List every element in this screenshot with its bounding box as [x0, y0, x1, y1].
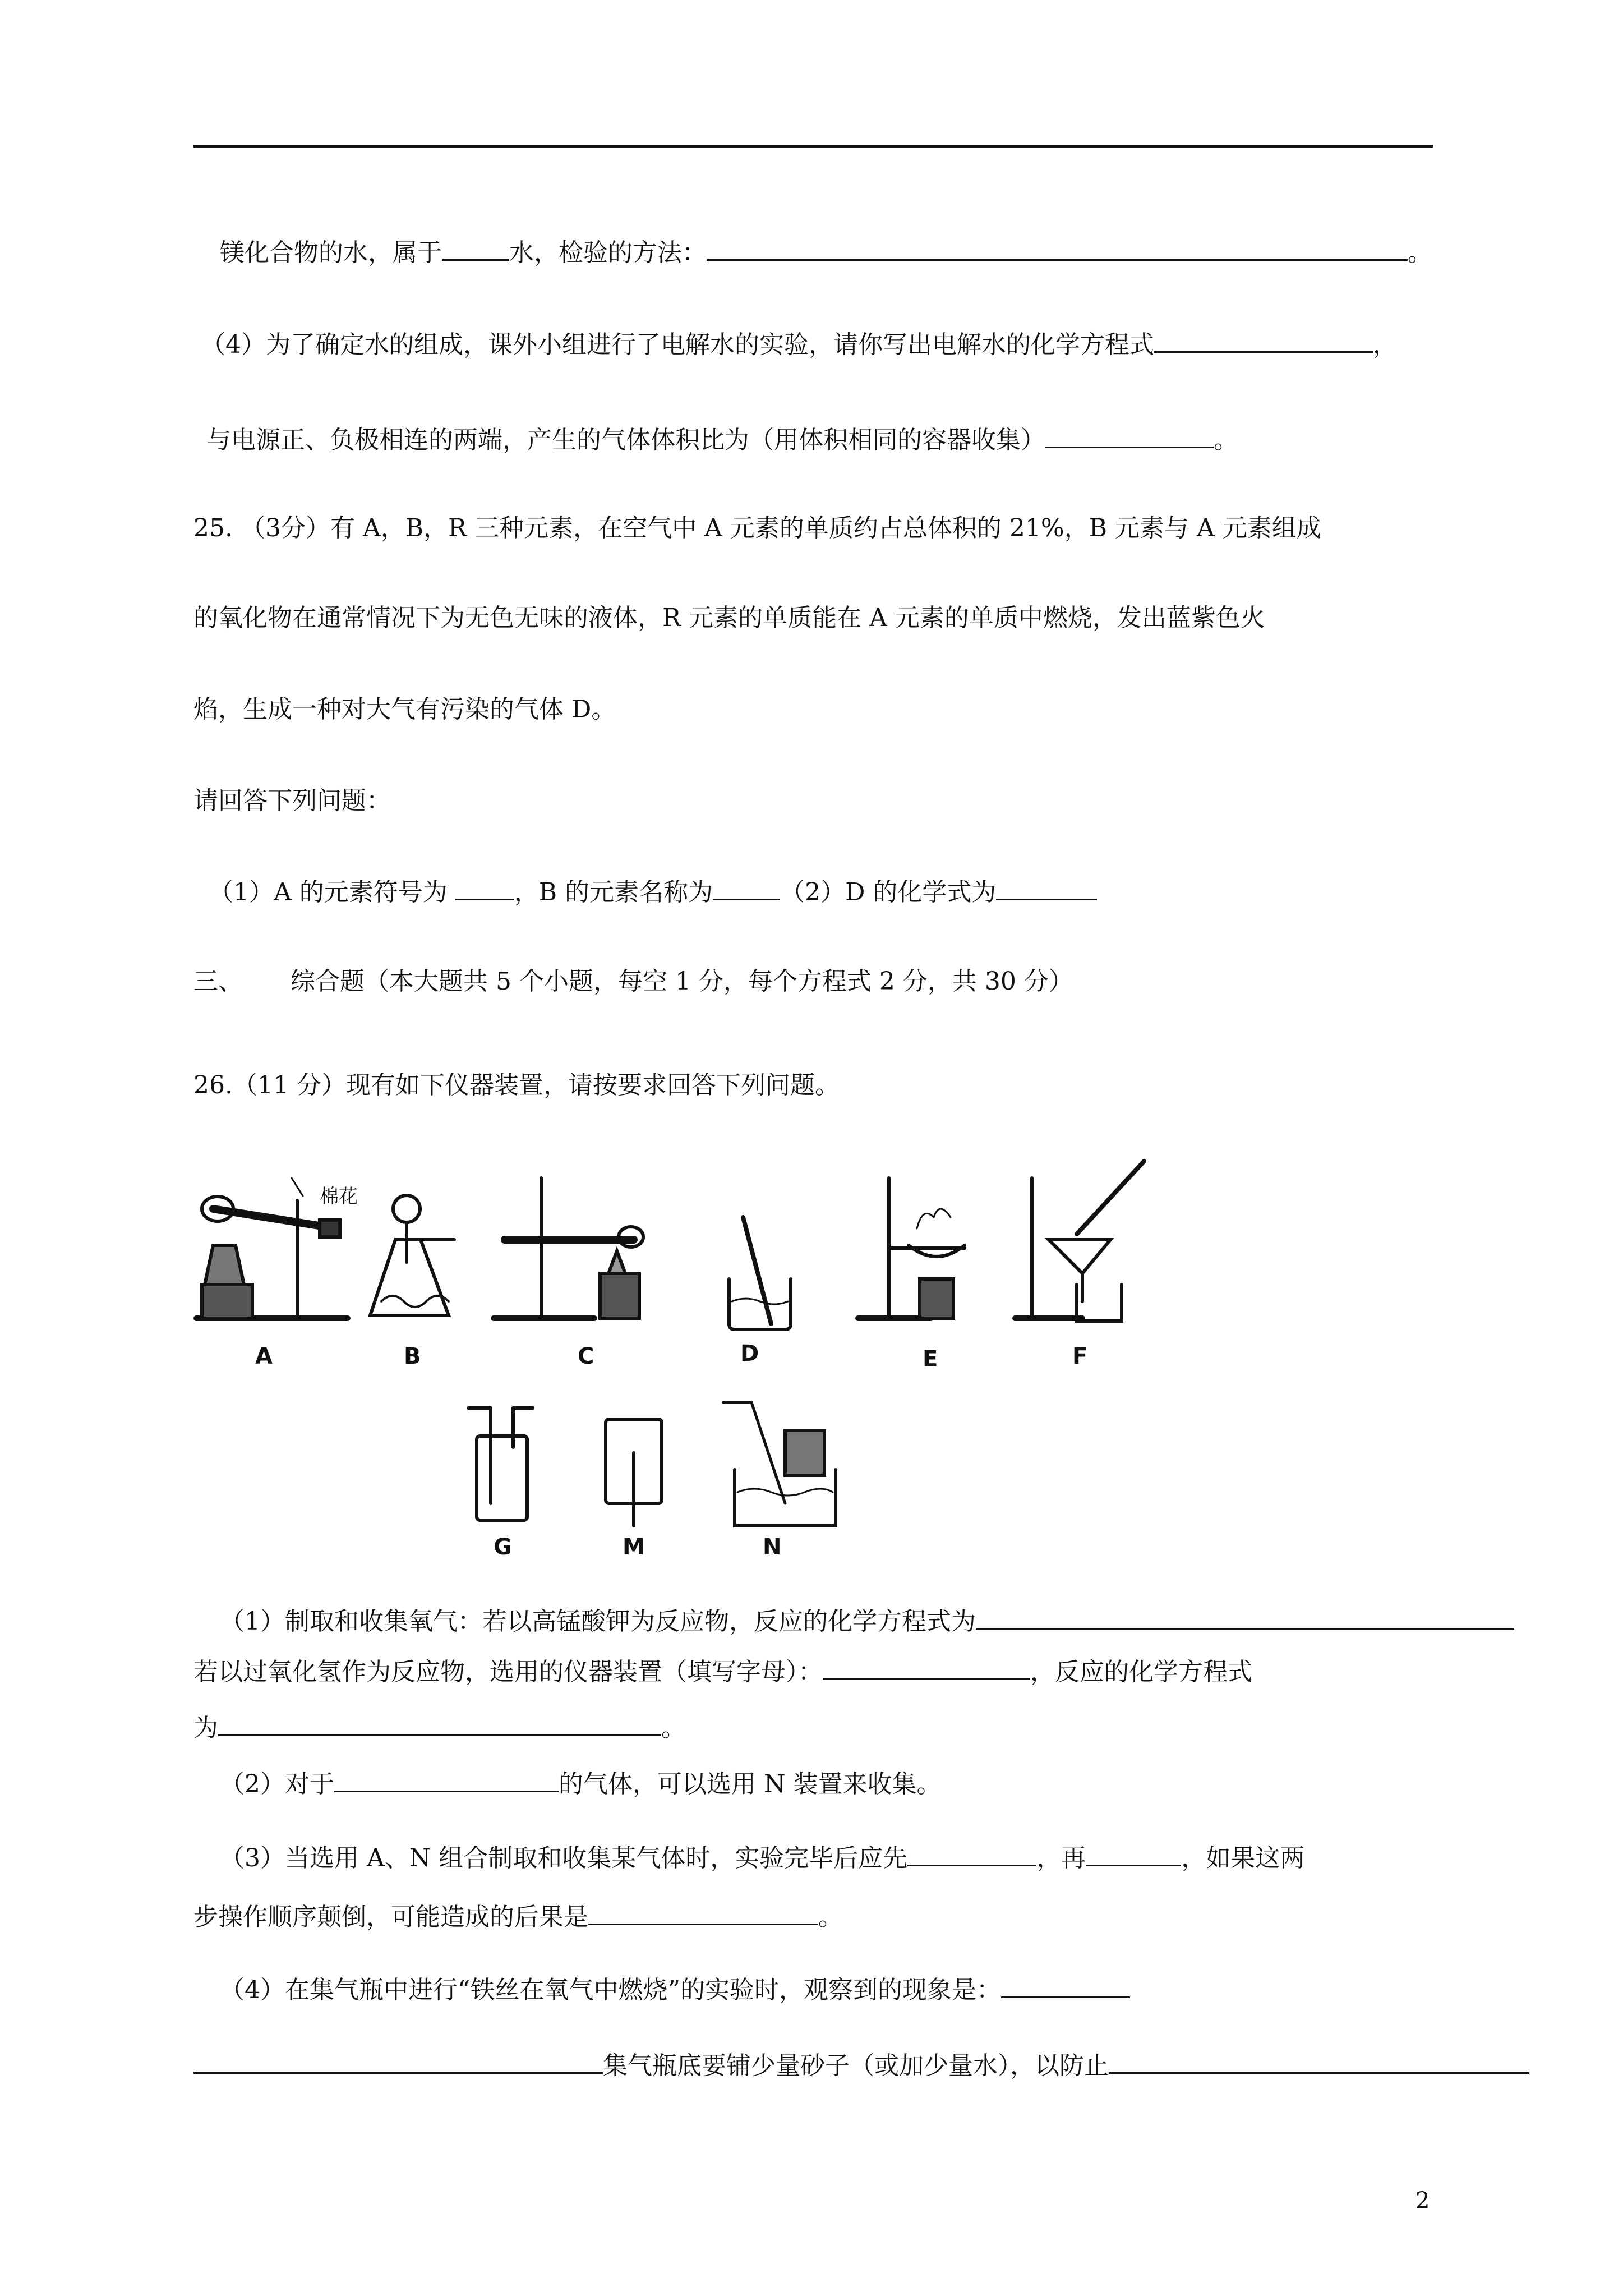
text: ， — [1373, 330, 1398, 359]
label-n: N — [763, 1534, 782, 1560]
answer-blank-kmno4-equation[interactable] — [976, 1603, 1514, 1630]
text: 的气体，可以选用 N 装置来收集。 — [559, 1770, 942, 1798]
part-4-line-1 — [220, 1972, 1130, 2007]
apparatus-d-icon — [729, 1217, 791, 1329]
text: 。 — [818, 1903, 843, 1931]
text: 集气瓶底要铺少量砂子（或加少量水），以防止 — [603, 2051, 1109, 2080]
text: ，如果这两 — [1181, 1844, 1305, 1872]
part-3-line-2 — [193, 1899, 843, 1934]
text: （2）对于 — [220, 1770, 334, 1798]
section-title: 综合题（本大题共 5 个小题，每空 1 分，每个方程式 2 分，共 30 分） — [291, 967, 1073, 996]
part-2-line — [220, 1766, 941, 1801]
text: ，再 — [1036, 1844, 1086, 1872]
part-4-line-2 — [193, 2047, 1529, 2083]
text: ，B 的元素名称为 — [514, 878, 713, 907]
label-e: E — [923, 1346, 938, 1372]
apparatus-g-icon — [468, 1408, 533, 1520]
part-1-line-1 — [220, 1603, 1514, 1639]
cotton-label: 棉花 — [320, 1185, 358, 1208]
text: 与电源正、负极相连的两端，产生的气体体积比为（用体积相同的容器收集） — [206, 426, 1045, 454]
text: 水，检验的方法： — [509, 238, 707, 267]
answer-blank-b-name[interactable] — [713, 874, 780, 900]
part-3-line-1 — [220, 1840, 1304, 1875]
label-a: A — [255, 1343, 273, 1369]
answer-blank-test-method[interactable] — [707, 234, 1408, 261]
apparatus-figure — [191, 1156, 1155, 1582]
text: （1）制取和收集氧气：若以高锰酸钾为反应物，反应的化学方程式为 — [220, 1607, 976, 1636]
text: 。 — [661, 1714, 686, 1742]
answer-blank-d-formula[interactable] — [996, 874, 1097, 900]
text: （4）为了确定水的组成，课外小组进行了电解水的实验，请你写出电解水的化学方程式 — [201, 330, 1154, 359]
answer-blank-phenomenon[interactable] — [1001, 1972, 1130, 1998]
part-1-line-3 — [193, 1710, 686, 1745]
apparatus-m-icon — [606, 1419, 662, 1526]
answer-blank-apparatus-letters[interactable] — [823, 1654, 1030, 1680]
answer-blank-second-step[interactable] — [1086, 1840, 1181, 1866]
answer-blank-prevent[interactable] — [1109, 2047, 1529, 2074]
label-b: B — [404, 1343, 421, 1369]
label-g: G — [494, 1534, 512, 1560]
label-f: F — [1072, 1343, 1088, 1369]
answer-blank-electrolysis-equation[interactable] — [1154, 326, 1373, 353]
answer-blank-gas-property[interactable] — [334, 1766, 559, 1792]
text: 。 — [1408, 238, 1432, 267]
apparatus-f-icon — [1015, 1161, 1144, 1321]
text: 步操作顺序颠倒，可能造成的后果是 — [193, 1903, 588, 1931]
header-rule — [193, 145, 1433, 148]
question-25-line-3: 焰，生成一种对大气有污染的气体 D。 — [193, 695, 616, 724]
text-line-electrolysis — [201, 326, 1398, 362]
answer-blank-water-type[interactable] — [442, 234, 509, 261]
text: 若以过氧化氢作为反应物，选用的仪器装置（填写字母）： — [193, 1658, 823, 1686]
text: 镁化合物的水，属于 — [220, 238, 442, 267]
question-25-prompt: 请回答下列问题： — [193, 786, 391, 815]
answer-blank-first-step[interactable] — [907, 1840, 1036, 1866]
answer-blank-phenomenon-cont[interactable] — [193, 2047, 603, 2074]
question-26-stem: 26.（11 分）现有如下仪器装置，请按要求回答下列问题。 — [193, 1071, 840, 1099]
label-c: C — [578, 1343, 594, 1369]
text: （1）A 的元素符号为 — [209, 878, 455, 907]
part-1-line-2 — [193, 1654, 1252, 1689]
answer-blank-h2o2-equation[interactable] — [218, 1710, 661, 1736]
answer-blank-a-symbol[interactable] — [455, 874, 514, 900]
answer-blank-consequence[interactable] — [588, 1899, 818, 1925]
text: （3）当选用 A、N 组合制取和收集某气体时，实验完毕后应先 — [220, 1844, 908, 1872]
answer-blank-volume-ratio[interactable] — [1045, 422, 1214, 448]
text: （4）在集气瓶中进行“铁丝在氧气中燃烧”的实验时，观察到的现象是： — [220, 1976, 1001, 2004]
apparatus-c-icon — [494, 1178, 643, 1318]
section-number: 三、 — [193, 967, 243, 996]
text-line-volume-ratio — [206, 422, 1238, 457]
question-25-answers — [209, 874, 1097, 909]
text: （2）D 的化学式为 — [780, 878, 997, 907]
page-number: 2 — [1415, 2188, 1430, 2214]
text: 为 — [193, 1714, 218, 1742]
apparatus-n-icon — [723, 1402, 836, 1526]
text: 。 — [1214, 426, 1238, 454]
label-m: M — [623, 1534, 645, 1560]
text-line-water-type — [220, 234, 1432, 270]
apparatus-e-icon — [858, 1178, 965, 1318]
question-25-line-1: 25. （3分）有 A，B，R 三种元素，在空气中 A 元素的单质约占总体积的 21%，B 元素与 A 元素组成 — [193, 514, 1321, 542]
label-d: D — [740, 1341, 759, 1366]
question-25-line-2: 的氧化物在通常情况下为无色无味的液体，R 元素的单质能在 A 元素的单质中燃烧，发出蓝紫色火 — [193, 604, 1265, 632]
text: ，反应的化学方程式 — [1030, 1658, 1252, 1686]
apparatus-b-icon — [370, 1195, 454, 1315]
